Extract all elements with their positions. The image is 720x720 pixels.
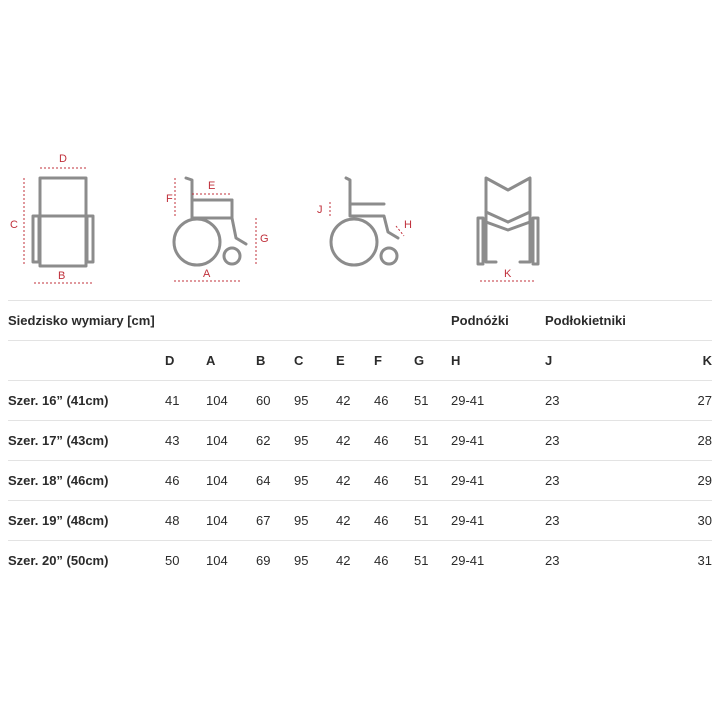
dim-label-E: E [208,180,216,192]
cell-C: 95 [294,501,336,541]
dim-label-J: J [317,204,323,216]
cell-E: 42 [336,501,374,541]
column-header-J: J [545,341,645,381]
cell-E: 42 [336,381,374,421]
cell-J: 23 [545,461,645,501]
column-header-E: E [336,341,374,381]
cell-B: 69 [256,541,294,581]
dim-label-B: B [58,270,66,282]
front-view-diagram [10,153,93,283]
column-header-K: K [645,341,712,381]
cell-K: 28 [645,421,712,461]
cell-F: 46 [374,501,414,541]
cell-G: 51 [414,541,451,581]
cell-H: 29-41 [451,461,545,501]
cell-J: 23 [545,541,645,581]
cell-A: 104 [206,421,256,461]
cell-E: 42 [336,541,374,581]
column-header-D: D [165,341,206,381]
cell-D: 50 [165,541,206,581]
cell-K: 30 [645,501,712,541]
cell-F: 46 [374,421,414,461]
cell-D: 41 [165,381,206,421]
cell-E: 42 [336,461,374,501]
row-label: Szer. 20” (50cm) [8,541,165,581]
column-header-F: F [374,341,414,381]
group-header-row [8,301,712,341]
cell-H: 29-41 [451,381,545,421]
table-row [8,381,712,421]
cell-D: 46 [165,461,206,501]
column-header-G: G [414,341,451,381]
row-label: Szer. 17” (43cm) [8,421,165,461]
cell-J: 23 [545,381,645,421]
cell-J: 23 [545,501,645,541]
cell-F: 46 [374,461,414,501]
cell-G: 51 [414,421,451,461]
cell-C: 95 [294,461,336,501]
group-header-seat: Siedzisko wymiary [cm] [8,301,165,341]
cell-H: 29-41 [451,501,545,541]
cell-B: 62 [256,421,294,461]
cell-C: 95 [294,541,336,581]
cell-A: 104 [206,501,256,541]
cell-B: 64 [256,461,294,501]
cell-E: 42 [336,421,374,461]
cell-A: 104 [206,461,256,501]
column-header-A: A [206,341,256,381]
cell-D: 48 [165,501,206,541]
dim-label-C: C [10,219,18,231]
cell-K: 27 [645,381,712,421]
cell-C: 95 [294,381,336,421]
cell-F: 46 [374,541,414,581]
dimensions-table [8,300,712,580]
footrest-view-diagram [317,178,412,265]
wheelchair-dimension-diagrams [0,0,720,300]
cell-K: 31 [645,541,712,581]
row-label: Szer. 16” (41cm) [8,381,165,421]
dim-label-F: F [166,193,173,205]
cell-A: 104 [206,381,256,421]
cell-G: 51 [414,501,451,541]
table-row [8,541,712,581]
cell-G: 51 [414,461,451,501]
column-header-row [8,341,712,381]
group-header-armrest: Podłokietniki [545,301,645,341]
top-view-diagram [478,178,538,281]
column-header-B: B [256,341,294,381]
cell-A: 104 [206,541,256,581]
row-label: Szer. 19” (48cm) [8,501,165,541]
side-view-diagram [166,178,269,281]
table-row [8,501,712,541]
cell-B: 67 [256,501,294,541]
column-header-H: H [451,341,545,381]
dim-label-H: H [404,219,412,231]
dim-label-A: A [203,268,211,280]
dim-label-G: G [260,233,269,245]
dim-label-D: D [59,153,67,165]
cell-D: 43 [165,421,206,461]
cell-H: 29-41 [451,421,545,461]
cell-K: 29 [645,461,712,501]
table-row [8,461,712,501]
cell-H: 29-41 [451,541,545,581]
column-header-C: C [294,341,336,381]
cell-C: 95 [294,421,336,461]
cell-G: 51 [414,381,451,421]
group-header-footrest: Podnóżki [451,301,545,341]
cell-J: 23 [545,421,645,461]
dim-label-K: K [504,268,512,280]
cell-F: 46 [374,381,414,421]
row-label: Szer. 18” (46cm) [8,461,165,501]
cell-B: 60 [256,381,294,421]
table-row [8,421,712,461]
